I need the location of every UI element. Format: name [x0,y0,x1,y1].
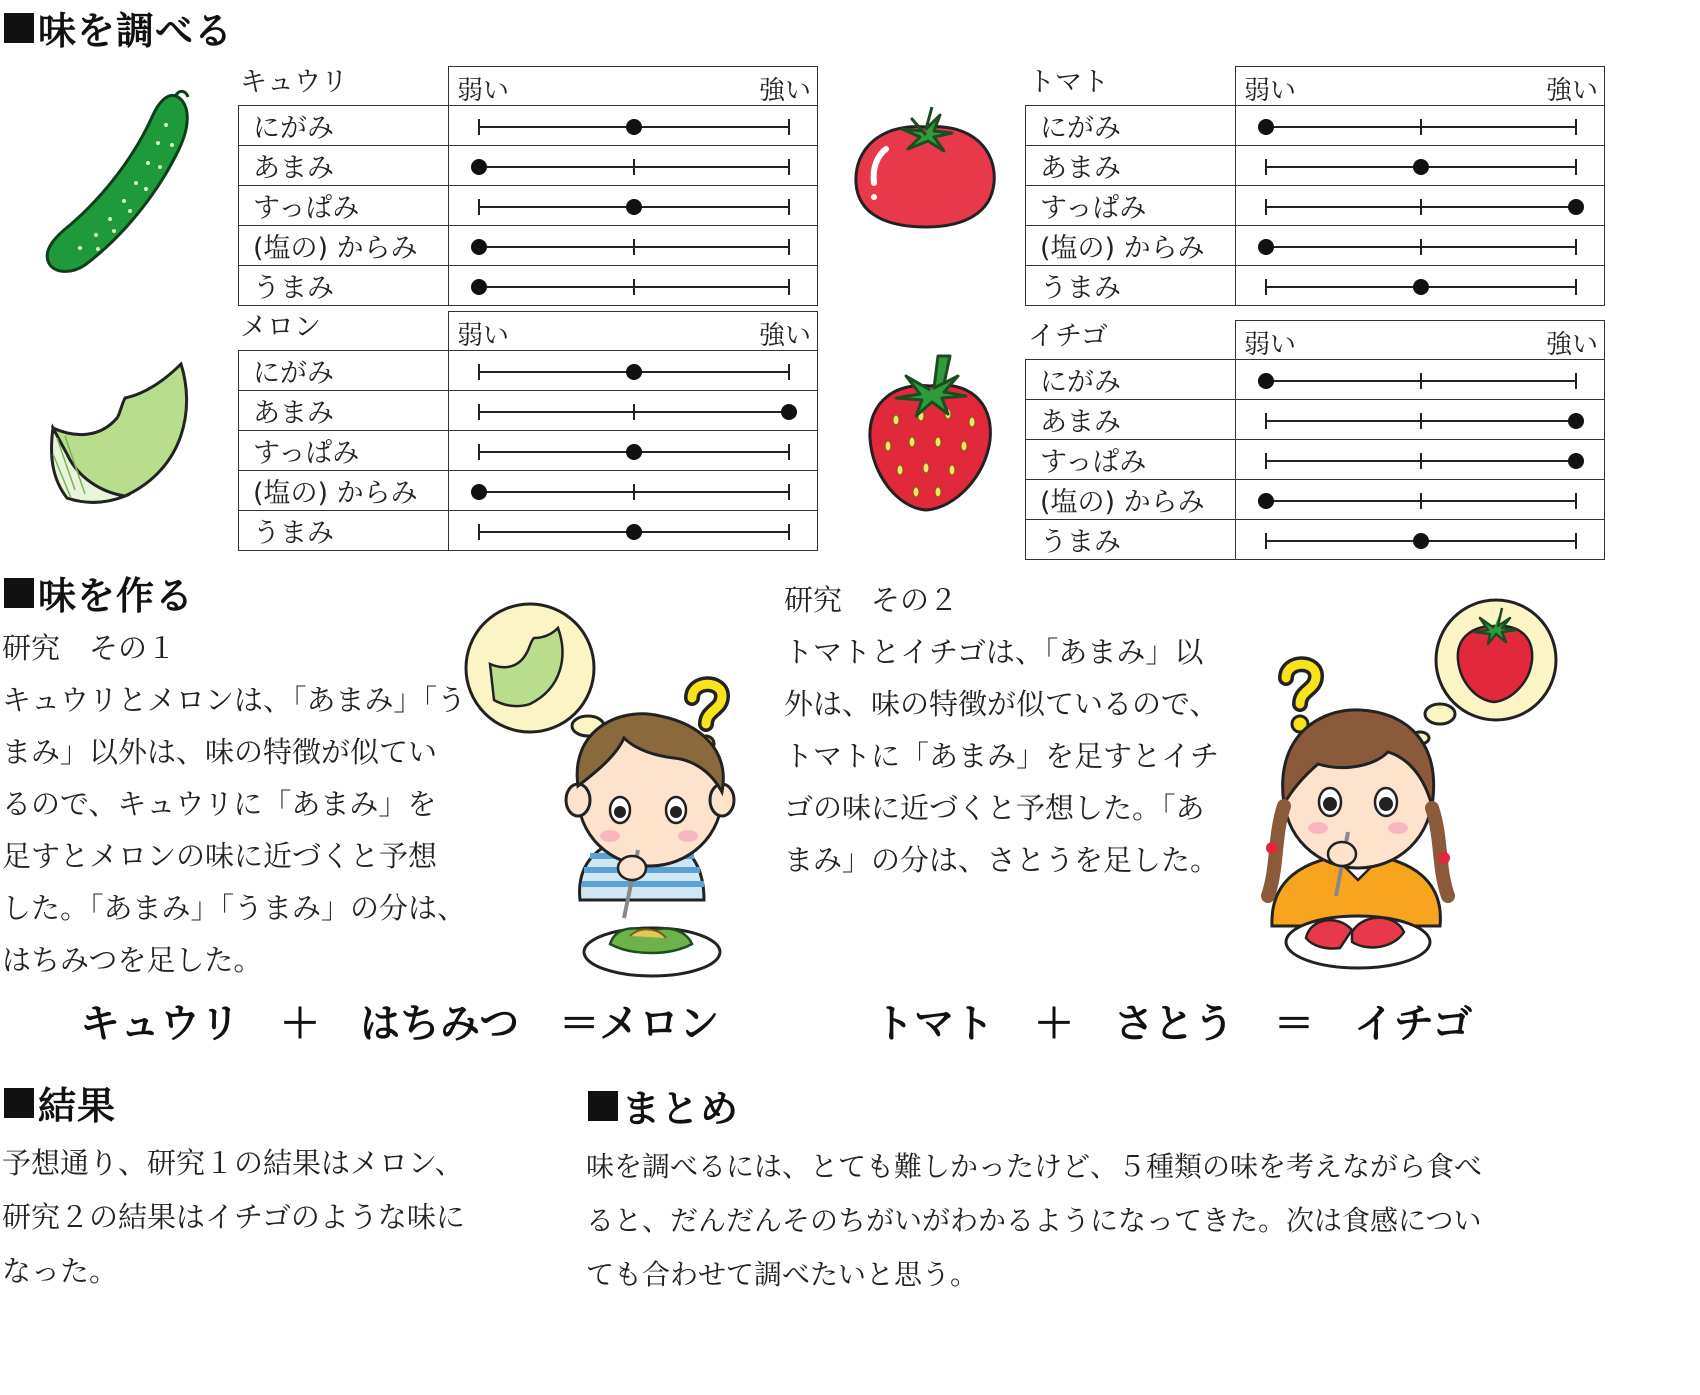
taste-table-melon [238,311,818,551]
taste-scale [1236,106,1605,146]
scale-line [479,371,789,373]
scale-weak-label: 弱い [457,321,510,351]
scale-line [1266,540,1576,542]
summary-line: 味を調べるには、とても難しかったけど、５種類の味を考えながら食べ [586,1150,1483,1183]
scale-tick [478,119,480,135]
strawberry-icon [866,350,996,515]
taste-level-dot [1258,239,1274,255]
taste-row [239,106,818,146]
scale-tick [1420,373,1422,389]
research2-line: トマトとイチゴは、「あまみ」以 [784,635,1204,669]
taste-level-dot [626,364,642,380]
taste-scale [449,511,818,551]
taste-level-dot [781,404,797,420]
taste-scale [1236,360,1605,400]
heading-make [4,565,194,620]
taste-level-dot [1568,453,1584,469]
heading-square-icon [4,13,34,43]
taste-label: にがみ [239,106,449,146]
scale-tick [788,524,790,540]
taste-table-tomato [1025,66,1605,306]
taste-label: うまみ [239,511,449,551]
scale-line [1266,126,1576,128]
taste-scale [1236,146,1605,186]
heading-result-text: 結果 [38,1084,117,1128]
scale-strong-label: 強い [758,321,811,351]
scale-line [1266,286,1576,288]
scale-tick [478,524,480,540]
scale-tick [1420,413,1422,429]
taste-label: (塩の) からみ [1026,226,1236,266]
taste-scale [449,226,818,266]
scale-line [479,491,789,493]
taste-label: (塩の) からみ [239,226,449,266]
scale-line [479,451,789,453]
summary-text [586,1140,1696,1302]
scale-tick [1575,533,1577,549]
taste-label: にがみ [239,351,449,391]
boy-tasting-icon [460,600,800,980]
scale-line [1266,420,1576,422]
scale-tick [1575,373,1577,389]
taste-scale [449,186,818,226]
taste-level-dot [471,279,487,295]
scale-line [1266,246,1576,248]
taste-label: あまみ [239,391,449,431]
scale-strong-label: 強い [758,76,811,106]
fruit-name-melon: メロン [240,312,321,343]
fruit-name-cucumber: キュウリ [240,67,348,98]
scale-tick [1265,279,1267,295]
taste-scale [449,266,818,306]
taste-label: (塩の) からみ [1026,480,1236,520]
scale-line [1266,206,1576,208]
taste-row [239,146,818,186]
taste-scale [449,471,818,511]
taste-table-cucumber [238,66,818,306]
fruit-name-tomato: トマト [1028,67,1109,98]
scale-tick [788,199,790,215]
scale-line [1266,500,1576,502]
cucumber-icon [40,85,200,280]
scale-line [479,166,789,168]
taste-row [1026,266,1605,306]
scale-tick [633,239,635,255]
scale-tick [1420,199,1422,215]
scale-weak-label: 弱い [1244,330,1297,360]
scale-tick [1265,199,1267,215]
taste-level-dot [626,524,642,540]
heading-square-icon [588,1091,618,1121]
heading-investigate [4,0,233,55]
taste-row [1026,186,1605,226]
taste-level-dot [1258,493,1274,509]
scale-tick [1575,119,1577,135]
taste-label: あまみ [1026,146,1236,186]
taste-scale [1236,186,1605,226]
research1-line: 足すとメロンの味に近づくと予想 [2,839,438,873]
taste-row [239,471,818,511]
research1-title: 研究 その１ [2,631,177,665]
scale-tick [1265,533,1267,549]
melon-icon [45,358,195,508]
taste-label: うまみ [1026,520,1236,560]
scale-tick [788,159,790,175]
scale-tick [1420,119,1422,135]
scale-tick [478,444,480,460]
scale-tick [788,279,790,295]
taste-row [239,351,818,391]
research2-line: トマトに「あまみ」を足すとイチ [784,739,1220,773]
taste-label: にがみ [1026,106,1236,146]
research2-text [784,574,1254,886]
heading-summary-text: まとめ [622,1087,740,1131]
taste-label: すっぱみ [1026,186,1236,226]
research1-line: した。「あまみ」「うまみ」の分は、 [2,891,467,925]
taste-level-dot [1258,119,1274,135]
result-line: なった。 [2,1254,119,1288]
scale-strong-label: 強い [1545,76,1598,106]
scale-tick [478,364,480,380]
taste-level-dot [626,444,642,460]
taste-level-dot [1413,159,1429,175]
taste-row [239,266,818,306]
heading-investigate-text: 味を調べる [38,9,234,53]
summary-line: ると、だんだんそのちがいがわかるようになってきた。次は食感につい [586,1204,1482,1237]
taste-row [1026,440,1605,480]
taste-level-dot [626,119,642,135]
taste-row [239,511,818,551]
taste-level-dot [471,239,487,255]
scale-tick [633,279,635,295]
heading-square-icon [4,578,34,608]
scale-tick [478,404,480,420]
taste-label: あまみ [1026,400,1236,440]
summary-line: ても合わせて調べたいと思う。 [586,1258,979,1291]
scale-tick [1575,279,1577,295]
scale-line [479,246,789,248]
scale-tick [1420,239,1422,255]
scale-tick [1575,493,1577,509]
scale-line [1266,166,1576,168]
scale-tick [633,484,635,500]
taste-row [1026,480,1605,520]
scale-tick [478,199,480,215]
scale-tick [1420,493,1422,509]
taste-label: うまみ [1026,266,1236,306]
taste-level-dot [1568,413,1584,429]
taste-label: (塩の) からみ [239,471,449,511]
heading-make-text: 味を作る [38,574,195,618]
taste-row [1026,360,1605,400]
scale-tick [1420,453,1422,469]
taste-label: すっぱみ [239,186,449,226]
taste-label: あまみ [239,146,449,186]
research2-line: ゴの味に近づくと予想した。「あ [784,791,1205,825]
taste-scale [449,146,818,186]
taste-level-dot [471,159,487,175]
taste-row [239,431,818,471]
taste-level-dot [1413,533,1429,549]
taste-scale [1236,400,1605,440]
scale-line [479,206,789,208]
taste-level-dot [1568,199,1584,215]
taste-row [1026,400,1605,440]
result-line: 研究２の結果はイチゴのような味に [2,1200,465,1234]
scale-tick [1265,453,1267,469]
taste-label: すっぱみ [239,431,449,471]
scale-tick [788,119,790,135]
scale-tick [633,159,635,175]
fruit-name-strawberry: イチゴ [1028,321,1108,352]
taste-scale [449,431,818,471]
taste-label: にがみ [1026,360,1236,400]
scale-tick [1575,159,1577,175]
taste-scale [1236,480,1605,520]
taste-level-dot [471,484,487,500]
research2-line: まみ」の分は、さとうを足した。 [784,843,1220,877]
research1-text [2,622,472,986]
scale-tick [1265,413,1267,429]
research1-line: まみ」以外は、味の特徴が似てい [2,735,438,769]
taste-level-dot [626,199,642,215]
scale-tick [788,364,790,380]
scale-line [1266,460,1576,462]
scale-tick [633,404,635,420]
scale-line [479,411,789,413]
taste-row [239,186,818,226]
research1-line: はちみつを足した。 [2,943,263,977]
result-text [2,1136,562,1298]
taste-scale [449,106,818,146]
heading-result [4,1075,116,1130]
scale-strong-label: 強い [1545,330,1598,360]
scale-weak-label: 弱い [1244,76,1297,106]
taste-scale [1236,440,1605,480]
scale-line [479,531,789,533]
research1-equation: キュウリ ＋ はちみつ ＝メロン [80,1001,720,1047]
heading-summary [588,1078,739,1133]
taste-scale [1236,266,1605,306]
research1-line: るので、キュウリに「あまみ」を [2,787,437,821]
research2-equation: トマト ＋ さとう ＝ イチゴ [874,1001,1473,1047]
taste-level-dot [1258,373,1274,389]
heading-square-icon [4,1088,34,1118]
scale-line [479,126,789,128]
scale-tick [788,239,790,255]
research2-line: 外は、味の特徴が似ているので、 [784,687,1219,721]
tomato-icon [852,105,1000,230]
taste-scale [449,391,818,431]
taste-row [1026,146,1605,186]
scale-weak-label: 弱い [457,76,510,106]
taste-row [1026,106,1605,146]
taste-table-strawberry [1025,320,1605,560]
taste-row [239,391,818,431]
scale-tick [1575,239,1577,255]
scale-tick [1265,159,1267,175]
taste-row [1026,226,1605,266]
taste-scale [449,351,818,391]
scale-line [1266,380,1576,382]
taste-row [1026,520,1605,560]
scale-tick [788,444,790,460]
taste-label: すっぱみ [1026,440,1236,480]
research2-title: 研究 その２ [784,583,959,617]
taste-scale [1236,226,1605,266]
taste-label: うまみ [239,266,449,306]
scale-line [479,286,789,288]
research1-line: キュウリとメロンは、「あまみ」「う [2,683,467,717]
result-line: 予想通り、研究１の結果はメロン、 [2,1146,464,1180]
taste-level-dot [1413,279,1429,295]
scale-tick [788,484,790,500]
girl-tasting-icon [1248,596,1568,986]
taste-scale [1236,520,1605,560]
taste-row [239,226,818,266]
